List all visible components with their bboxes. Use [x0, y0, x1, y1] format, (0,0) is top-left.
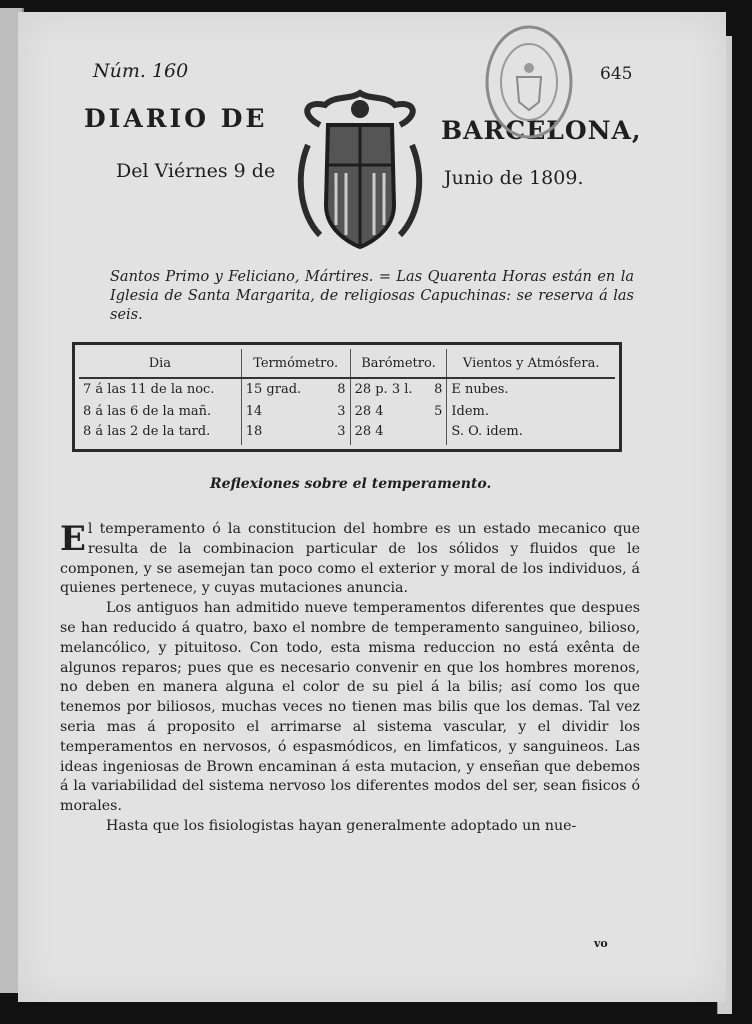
cell-baro: 28 p. 3 l. [354, 382, 413, 397]
masthead-title-left: DIARIO DE [84, 104, 268, 133]
coat-of-arms-icon [290, 85, 430, 260]
cell-baro2: 8 [427, 378, 447, 404]
date-left: Del Viérnes 9 de [116, 160, 276, 182]
cell-baro2 [427, 424, 447, 445]
cell-dia: 7 á las 11 de la noc. [79, 378, 241, 404]
header-vientos: Vientos y Atmósfera. [447, 349, 615, 378]
drop-cap: E [60, 519, 86, 559]
weather-table [79, 349, 615, 445]
table-row [79, 378, 615, 404]
paragraph-2: Los antiguos han admitido nueve temperamentos diferentes que despues se han reducido á quatro, baxo el nombre de temperamento sanguineo, bilioso, melancólico, y pituitoso. Con todo, esta misma reduccion no está exênta de algunos reparos; pues que es necesario convenir en que los hombres morenos, no deben en manera alguna el color de su piel á la bilis; así como los que tenemos por biliosos, muchas veces no tienen mas bilis que los demas. Tal vez seria mas á proposito el arrimarse al sistema vascular, y el dividir los temperamentos en nervosos, ó espasmódicos, en limfaticos, y sanguineos. Las ideas ingeniosas de Brown encaminan á esta mutacion, y enseñan que debemos á la variabilidad del sistema nervoso los diferentes modos del ser, sean fisicos ó morales. [60, 600, 640, 815]
article-body [60, 520, 640, 837]
catchword: vo [594, 937, 608, 950]
weather-table-frame [72, 342, 622, 452]
paragraph-3: Hasta que los fisiologistas hayan generalmente adoptado un nue- [106, 817, 577, 834]
cell-termo2: 3 [327, 424, 350, 445]
cell-baro2: 5 [427, 404, 447, 425]
cell-baro: 28 4 [354, 424, 384, 440]
cell-termo: 14 [245, 403, 263, 419]
table-row [79, 424, 615, 445]
page-number: 645 [600, 64, 633, 84]
cell-baro: 28 4 [354, 403, 384, 419]
saints-notice: Santos Primo y Feliciano, Mártires. = Las Quarenta Horas están en la Iglesia de Santa Margarita, de religiosas Capuchinas: se reserva á las seis. [110, 269, 634, 323]
cell-termo: 15 grad. [245, 382, 302, 397]
date-right: Junio de 1809. [444, 167, 584, 189]
cell-viento: S. O. idem. [451, 424, 523, 440]
issue-number: Núm. 160 [93, 60, 189, 82]
masthead-title-right: BARCELONA, [441, 116, 642, 145]
cell-viento: E nubes. [451, 382, 509, 397]
header-termometro: Termómetro. [241, 349, 350, 378]
header-barometro: Barómetro. [350, 349, 447, 378]
cell-termo2: 8 [327, 378, 350, 404]
cell-termo: 18 [245, 424, 263, 440]
library-stamp-icon [483, 22, 575, 142]
cell-termo2: 3 [327, 404, 350, 425]
header-dia: Dia [79, 349, 241, 378]
cell-dia: 8 á las 6 de la mañ. [79, 404, 241, 425]
cell-dia: 8 á las 2 de la tard. [79, 424, 241, 445]
cell-viento: Idem. [451, 403, 489, 419]
paragraph-1 [60, 520, 640, 599]
section-title: Reflexiones sobre el temperamento. [210, 476, 492, 492]
paragraph-1-text: l temperamento ó la constitucion del hombre es un estado mecanico que resulta de la combinacion particular de los sólidos y fluidos que le componen, y se asemejan tan poco como el exterior y moral de los individuos, á quienes pertenece, y cuyas mutaciones anuncia. [60, 521, 640, 597]
table-row [79, 404, 615, 425]
